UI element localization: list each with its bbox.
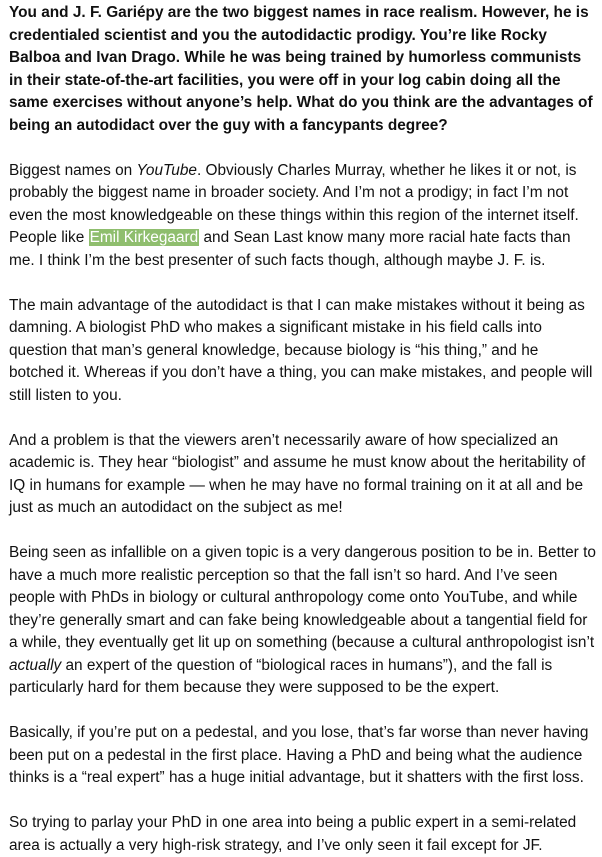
highlighted-name[interactable]: Emil Kirkegaard — [89, 229, 199, 246]
p4-text-b: an expert of the question of “biological races in humans”), and the fall is particularly hard for them because they were supposed to be the expert. — [9, 656, 553, 696]
p1-text-a: Biggest names on — [9, 161, 137, 179]
answer-paragraph-4 — [9, 542, 596, 700]
actually-emphasis: actually — [9, 656, 62, 674]
answer-paragraph-5: Basically, if you’re put on a pedestal, and you lose, that’s far worse than never having been put on a pedestal in the first place. Having a PhD and being what the audience thinks is a “real expert” has a huge initial advantage, but it shatters with the first loss. — [9, 724, 589, 786]
answer-paragraph-3: And a problem is that the viewers aren’t necessarily aware of how specialized an academic is. They hear “biologist” and assume he must know about the heritability of IQ in humans for example — when he may have no formal training on it at all and be just as much an autodidact on the subject as me! — [9, 431, 586, 516]
p4-text-a: Being seen as infallible on a given topic is a very dangerous position to be in. Better to have a much more realistic perception so that the fall isn’t so hard. And I’ve seen people with PhDs in biology or cultural anthropology come onto YouTube, and while they’re generally smart and can fake being knowledgeable about a tangential field for a while, they eventually get lit up on something (because a cultural anthropologist isn’t — [9, 544, 596, 651]
answer-paragraph-2: The main advantage of the autodidact is that I can make mistakes without it being as damning. A biologist PhD who makes a significant mistake in his field calls into question that man’s general knowledge, because biology is “his thing,” and he botched it. Whereas if you don’t have a thing, you can make mistakes, and people will still listen to you. — [9, 296, 593, 404]
answer-paragraph-1 — [9, 160, 596, 273]
answer-paragraph-6: So trying to parlay your PhD in one area into being a public expert in a semi-related area is actually a very high-risk strategy, and I’ve only seen it fail except for JF. — [9, 814, 577, 854]
youtube-emphasis: YouTube — [136, 161, 197, 179]
p1-text-c: and Sean Last know many more racial hate facts than me. I think I’m the best presenter of such facts though, although maybe J. F. is. — [9, 229, 571, 269]
p1-text-b: . Obviously Charles Murray, whether he likes it or not, is probably the biggest name in broader society. And I’m not a prodigy; in fact I’m not even the most knowledgeable on these things within this region of the internet itself. People like — [9, 161, 579, 246]
interview-question: You and J. F. Gariépy are the two biggest names in race realism. However, he is credentialed scientist and you the autodidactic prodigy. You’re like Rocky Balboa and Ivan Drago. While he was being trained by humorless communists in their state-of-the-art facilities, you were off in your log cabin doing all the same exercises without anyone’s help. What do you think are the advantages of being an autodidact over the guy with a fancypants degree? — [9, 4, 593, 134]
